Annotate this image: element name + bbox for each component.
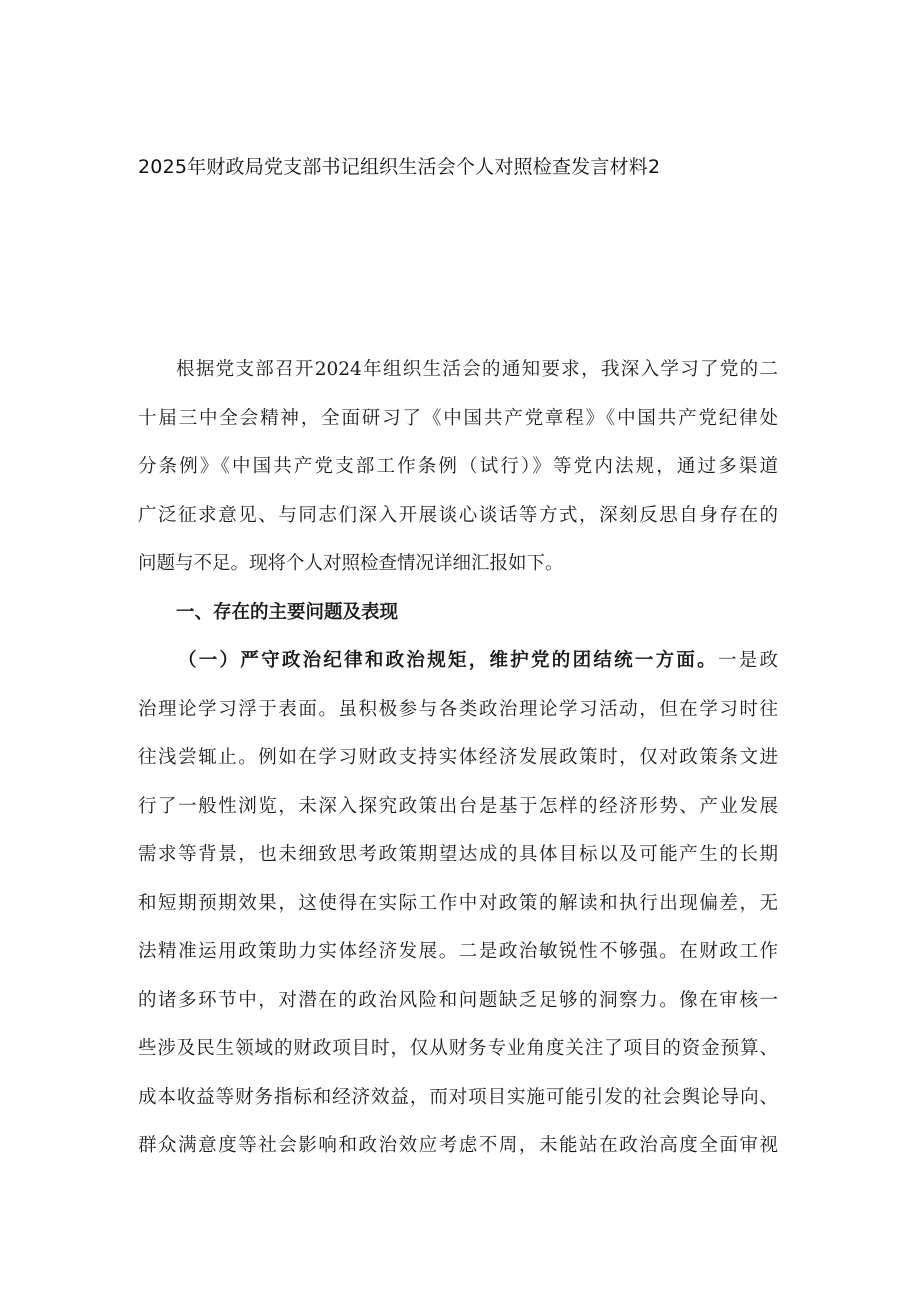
paragraph-line: 行了一般性浏览，未深入探究政策出台是基于怎样的经济形势、产业发展 <box>138 795 778 817</box>
subsection-heading-line <box>138 643 778 692</box>
paragraph-line: 问题与不足。现将个人对照检查情况详细汇报如下。 <box>138 553 564 574</box>
paragraph-line: 需求等背景，也未细致思考政策期望达成的具体目标以及可能产生的长期 <box>138 844 778 865</box>
paragraph-line: 法精准运用政策助力实体经济发展。二是政治敏锐性不够强。在财政工作 <box>138 941 778 962</box>
subsection-text: 一是政 <box>717 650 778 671</box>
paragraph-line: 群众满意度等社会影响和政治效应考虑不周，未能站在政治高度全面审视 <box>138 1135 778 1156</box>
section-heading: 一、存在的主要问题及表现 <box>176 601 399 623</box>
document-title: 2025年财政局党支部书记组织生活会个人对照检查发言材料2 <box>138 156 661 178</box>
paragraph-line: 的诸多环节中，对潜在的政治风险和问题缺乏足够的洞察力。像在审核一 <box>138 989 778 1011</box>
paragraph-line: 分条例》《中国共产党支部工作条例（试行）》等党内法规，通过多渠道 <box>138 456 778 477</box>
paragraph-line: 十届三中全会精神，全面研习了《中国共产党章程》《中国共产党纪律处 <box>138 407 778 429</box>
paragraph-line: 根据党支部召开2024年组织生活会的通知要求，我深入学习了党的二 <box>176 359 778 380</box>
paragraph-line: 和短期预期效果，这使得在实际工作中对政策的解读和执行出现偏差，无 <box>138 892 778 914</box>
subsection-heading: （一）严守政治纪律和政治规矩，维护党的团结统一方面。 <box>178 650 718 671</box>
paragraph-line: 广泛征求意见、与同志们深入开展谈心谈话等方式，深刻反思自身存在的 <box>138 504 778 526</box>
paragraph-line: 往浅尝辄止。例如在学习财政支持实体经济发展政策时，仅对政策条文进 <box>138 747 778 768</box>
document-body <box>138 352 778 1177</box>
paragraph-line: 治理论学习浮于表面。虽积极参与各类政治理论学习活动，但在学习时往 <box>138 698 778 720</box>
paragraph-line: 成本收益等财务指标和经济效益，而对项目实施可能引发的社会舆论导向、 <box>138 1086 778 1108</box>
paragraph-line: 些涉及民生领域的财政项目时，仅从财务专业角度关注了项目的资金预算、 <box>138 1038 778 1059</box>
